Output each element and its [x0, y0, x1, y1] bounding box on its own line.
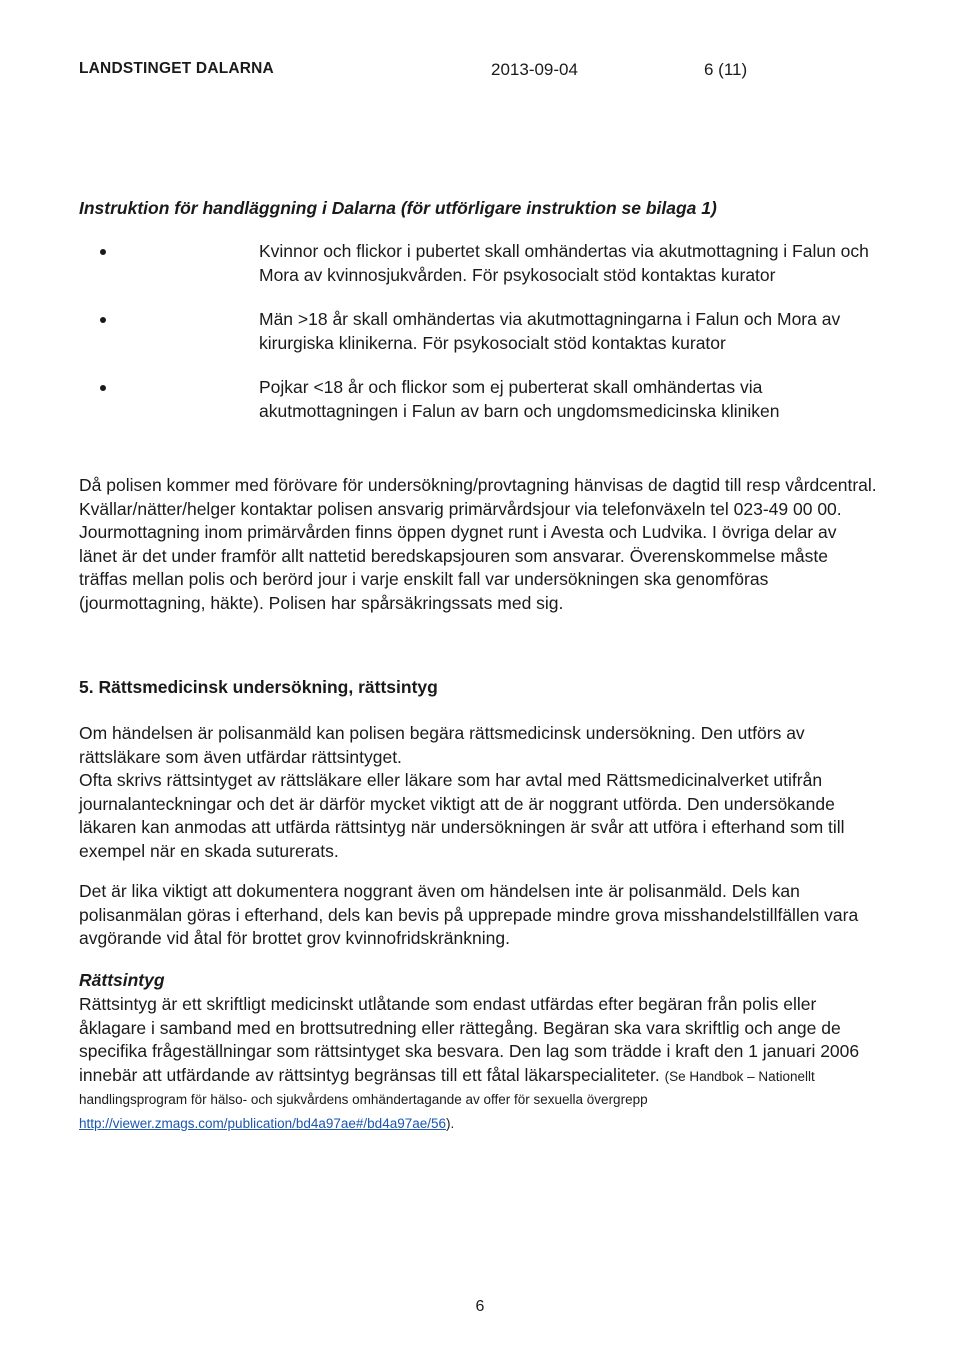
- bullet-dot-icon: [100, 317, 106, 323]
- handbook-reference-note: (Se Handbok – Nationellt handlingsprogram för hälso- och sjukvårdens omhändertagande av offer för sexuella övergrepp: [79, 1068, 815, 1107]
- bullet-text: Kvinnor och flickor i pubertet skall omhändertas via akutmottagning i Falun och Mora av kvinnosjukvården. För psykosocialt stöd kontaktas kurator: [259, 241, 869, 285]
- police-paragraph: Då polisen kommer med förövare för undersökning/provtagning hänvisas de dagtid till resp vårdcentral. Kvällar/nätter/helger kontaktar polisen ansvarig primärvårdsjour via telefonväxeln tel 023-49 00 00. Jourmottagning inom primärvården finns öppen dygnet runt i Avesta och Ludvika. I övriga delar av länet är det under framför allt nattetid beredskapsjouren som ansvarar. Överenskommelse måste träffas mellan polis och berörd jour i varje enskilt fall var undersökningen ska genomföras (jourmottagning, häkte). Polisen har spårsäkringssats med sig.: [79, 475, 877, 613]
- bullet-text: Pojkar <18 år och flickor som ej puberterat skall omhändertas via akutmottagningen i Falun av barn och ungdomsmedicinska kliniken: [259, 377, 780, 421]
- rattsintyg-subheading: Rättsintyg: [79, 970, 165, 990]
- bullet-text: Män >18 år skall omhändertas via akutmottagningarna i Falun och Mora av kirurgiska klinikerna. För psykosocialt stöd kontaktas kurator: [259, 309, 841, 353]
- bullet-item: [0, 240, 960, 287]
- instruction-title: Instruktion för handläggning i Dalarna (för utförligare instruktion se bilaga 1): [79, 198, 717, 218]
- bullet-item: [0, 376, 960, 423]
- rattsintyg-paragraph: [79, 993, 879, 1135]
- bullet-dot-icon: [100, 249, 106, 255]
- bullet-item: [0, 308, 960, 355]
- header-page-count: 6 (11): [704, 60, 748, 79]
- footer-page-number: 6: [475, 1298, 485, 1315]
- paragraph-text: Rättsintyg är ett skriftligt medicinskt utlåtande som endast utfärdas efter begäran från polis eller åklagare i samband med en brottsutredning eller rättegång. Begäran ska vara skriftlig och ange de specifika frågeställningar som rättsintyget ska besvara. Den lag som trädde i kraft den 1 januari 2006 innebär att utfärdande av rättsintyg begränsas till ett fåtal läkarspecialiteter.: [79, 994, 860, 1085]
- bullet-dot-icon: [100, 385, 106, 391]
- header-organization: LANDSTINGET DALARNA: [79, 60, 274, 77]
- instruction-bullet-list: [0, 240, 960, 444]
- section-5-paragraph-2: Det är lika viktigt att dokumentera noggrant även om händelsen inte är polisanmäld. Dels kan polisanmälan göras i efterhand, dels kan bevis på upprepade mindre grova misshandelstillfällen vara avgörande vid åtal för brottet grov kvinnofridskränkning.: [79, 881, 859, 948]
- paragraph-text: Om händelsen är polisanmäld kan polisen begära rättsmedicinsk undersökning. Den utförs av rättsläkare som även utfärdar rättsintyget.: [79, 723, 805, 767]
- handbook-link[interactable]: http://viewer.zmags.com/publication/bd4a97ae#/bd4a97ae/56: [79, 1115, 447, 1131]
- paragraph-text: Ofta skrivs rättsintyget av rättsläkare eller läkare som har avtal med Rättsmedicinalverket utifrån journalanteckningar och det är därför mycket viktigt att de är noggrant utförda. Den undersökande läkaren kan anmodas att utfärda rättsintyg när undersökningen är svår att utföra i efterhand som till exempel när en skada suturerats.: [79, 770, 845, 861]
- section-5-heading: 5. Rättsmedicinsk undersökning, rättsintyg: [79, 677, 438, 697]
- header-date: 2013-09-04: [491, 60, 578, 79]
- section-5-paragraph-1: [79, 722, 879, 863]
- reference-close: ).: [446, 1115, 455, 1131]
